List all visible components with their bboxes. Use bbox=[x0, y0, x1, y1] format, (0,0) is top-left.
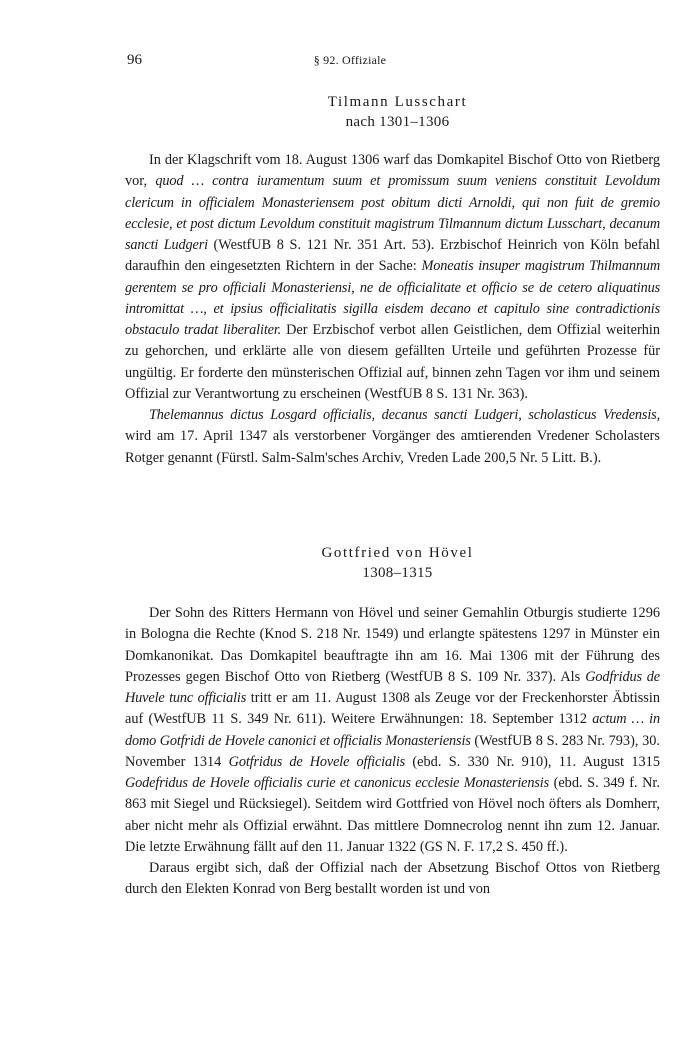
latin-quotation: actum … in domo Gotfridi de Hovele canonici et officialis Monasteriensis bbox=[125, 711, 660, 749]
latin-quotation: Thelemannus dictus Losgard officialis, decanus sancti Ludgeri, scholasticus Vredensis, bbox=[149, 407, 660, 423]
text-run: (WestfUB 8 S. 121 Nr. 351 Art. 53). Erzbischof Heinrich von Köln befahl daraufhin den eingesetzten Richtern in der Sache: bbox=[125, 237, 660, 275]
text-run: Daraus ergibt sich, daß der Offizial nach der Absetzung Bischof Ottos von Rietberg durch den Elekten Konrad von Berg bestallt worden ist und von bbox=[125, 860, 660, 898]
page-number: 96 bbox=[127, 52, 142, 68]
section-heading-lusschart bbox=[0, 92, 700, 132]
latin-quotation: Godfridus de Huvele tunc officialis bbox=[125, 668, 660, 706]
text-run: tritt er am 11. August 1308 als Zeuge vor der Freckenhorster Äbtissin auf (WestfUB 11 S. 349 Nr. 611). Weitere Erwähnungen: 18. September 1312 bbox=[125, 690, 660, 728]
latin-quotation: Godefridus de Hovele officialis curie et canonicus ecclesie Monasteriensis bbox=[125, 775, 550, 791]
text-run: Der Sohn des Ritters Hermann von Hövel und seiner Gemahlin Otburgis studierte 1296 in Bologna die Rechte (Knod S. 218 Nr. 1549) und erlangte spätestens 1297 in Münster ein Domkanonikat. Das Domkapitel beauftragte ihn am 16. Mai 1306 mit der Führung des Prozesses gegen Bischof Otto von Rietberg (WestfUB 8 S. 109 Nr. 337). Als bbox=[125, 605, 660, 685]
text-run: (WestfUB 8 S. 283 Nr. 793), 30. November 1314 bbox=[125, 732, 660, 770]
latin-quotation: Moneatis insuper magistrum Thilmannum gerentem se pro officiali Monasteriensi, ne de officialitate et officio se de cetero aliquatinus intromittat …, et ipsius officialitatis sigilla eisdem decano et capitulo sine contradictionis obstaculo tradat liberaliter. bbox=[125, 258, 660, 338]
latin-quotation: Gotfridus de Hovele officialis bbox=[228, 753, 406, 770]
paragraph bbox=[125, 858, 660, 901]
paragraph bbox=[125, 150, 660, 405]
section-heading-hoevel bbox=[0, 543, 700, 583]
section-dates: nach 1301–1306 bbox=[345, 114, 450, 130]
text-run: (ebd. S. 330 Nr. 910), 11. August 1315 bbox=[405, 753, 660, 770]
latin-quotation: quod … contra iuramentum suum et promissum suum veniens constituit Levoldum clericum in officialem Monasteriensem post obitum dicti Arnoldi, qui non fuit de gremio ecclesie, et post dictum Levoldum constituit magistrum Tilmannum dictum Lusschart, decanum sancti Ludgeri bbox=[125, 173, 660, 253]
section-dates: 1308–1315 bbox=[362, 565, 433, 581]
section-body-hoevel bbox=[125, 603, 660, 901]
section-name: Tilmann Lusschart bbox=[327, 94, 468, 110]
section-body-lusschart bbox=[125, 150, 660, 469]
text-run: wird am 17. April 1347 als verstorbener Vorgänger des amtierenden Vredener Scholasters Rotger genannt (Fürstl. Salm-Salm'sches Archiv, Vreden Lade 200,5 Nr. 5 Litt. B.). bbox=[125, 428, 660, 466]
text-run: Der Erzbischof verbot allen Geistlichen, dem Offizial weiterhin zu gehorchen, und erklärte alle von diesem gefällten Urteile und geführten Prozesse für ungültig. Er forderte den münsterischen Offizial auf, binnen zehn Tagen vor ihm und seinem Offizial zur Verantwortung zu erscheinen (WestfUB 8 S. 131 Nr. 363). bbox=[125, 322, 660, 402]
paragraph bbox=[125, 603, 660, 858]
text-run: In der Klagschrift vom 18. August 1306 warf das Domkapitel Bischof Otto von Rietberg vor, bbox=[125, 152, 660, 190]
paragraph bbox=[125, 405, 660, 469]
running-head: § 92. Offiziale bbox=[313, 53, 387, 67]
text-run: (ebd. S. 349 f. Nr. 863 mit Siegel und Rücksiegel). Seitdem wird Gottfried von Hövel noch öfters als Domherr, aber nicht mehr als Offizial erwähnt. Das mittlere Domnecrolog nennt ihn zum 12. Januar. Die letzte Erwähnung fällt auf den 11. Januar 1322 (GS N. F. 17,2 S. 450 ff.). bbox=[125, 775, 660, 855]
section-name: Gottfried von Hövel bbox=[321, 545, 474, 561]
